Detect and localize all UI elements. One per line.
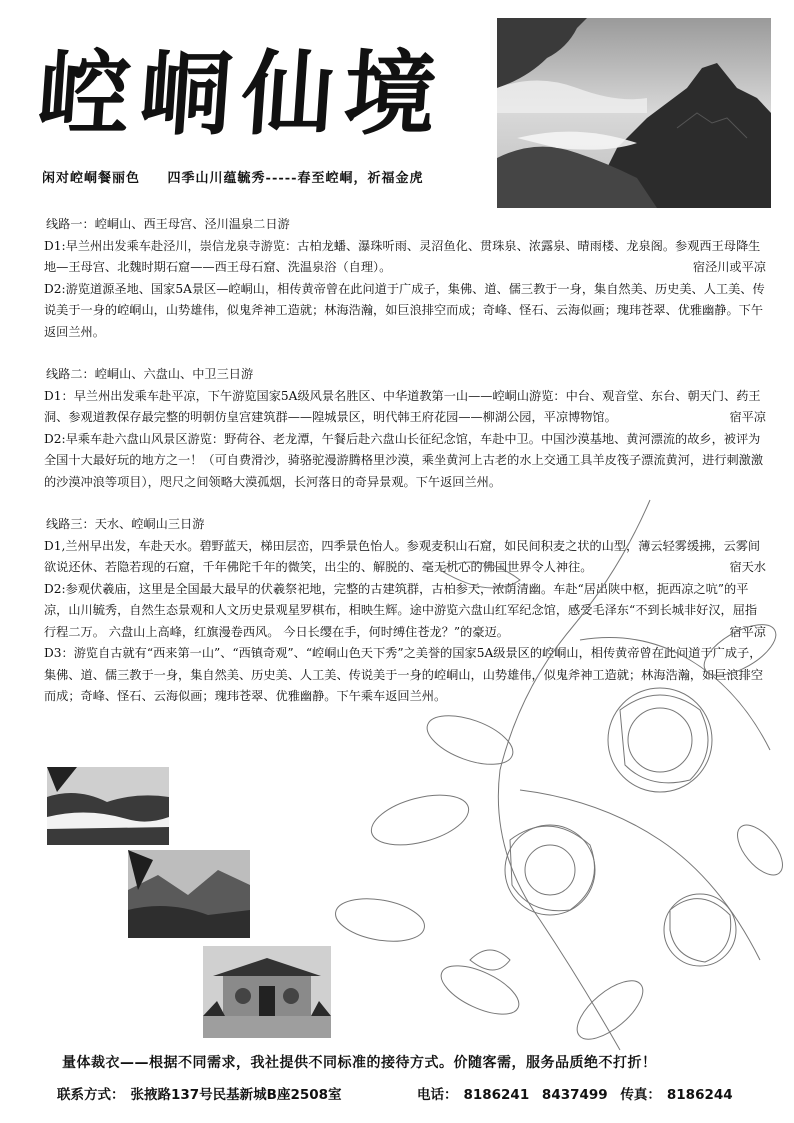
day-text: D2:游览道源圣地、国家5A景区—崆峒山，相传黄帝曾在此问道于广成子，集佛、道、儒三教于一身，集自然美、历史美、人工美、传说美于一身的崆峒山，山势雄伟，似鬼斧神工造就；林海浩瀚，如巨浪排空而成；奇峰、怪石、云海似画；瑰玮苍翠、优雅幽静。下午返回兰州。 (44, 281, 765, 339)
fax-label: 传真： (620, 1087, 661, 1103)
mountain-valley-photo (128, 850, 250, 938)
temple-gate-photo (203, 946, 331, 1038)
hero-mountain-photo (497, 18, 771, 208)
phone-number: 8186241 (463, 1087, 530, 1103)
day-text: D1:早兰州出发乘车赴泾川，崇信龙泉寺游览：古柏龙蟠、瀑珠听雨、灵沼鱼化、贯珠泉、浓露泉、晴雨楼、龙泉阁。参观西王母降生地—王母宫、北魏时期石窟——西王母石窟、洗温泉浴（自理）。 (44, 238, 761, 274)
phone-number: 8437499 (541, 1087, 608, 1103)
day-text: D2:早乘车赴六盘山风景区游览：野荷谷、老龙潭，午餐后赴六盘山长征纪念馆，车赴中卫。中国沙漠基地、黄河漂流的故乡，被评为全国十大最好玩的地方之一！（可自费滑沙，骑骆驼漫游腾格里沙漠，乘坐黄河上古老的水上交通工具羊皮筏子漂流黄河，进行刺激激的沙漠冲浪等项目），咫尺之间领略大漠孤烟，长河落日的奇异景观。下午返回兰州。 (44, 431, 764, 489)
overnight-location: 宿平凉 (729, 410, 766, 424)
page-title: 崆峒仙境 (34, 40, 450, 148)
contact-info (57, 1083, 739, 1103)
fax-number: 8186244 (666, 1087, 733, 1103)
route-heading: 线路三：天水、崆峒山三日游 (46, 517, 205, 531)
subtitle (42, 167, 446, 186)
day-text: D3：游览自古就有“西来第一山”、“西镇奇观”、“崆峒山色天下秀”之美誉的国家5A级景区的崆峒山，相传黄帝曾在此问道于广成子，集佛、道、儒三教于一身，集自然美、历史美、人工美、传说美于一身的崆峒山，山势雄伟，似鬼斧神工造就；林海浩瀚，如巨浪排空而成；奇峰、怪石、云海似画；瑰玮苍翠、优雅幽静。下午乘车返回兰州。 (44, 646, 764, 703)
cloud-sea-photo (47, 767, 169, 845)
route-1 (44, 214, 766, 343)
subtitle-left: 闲对崆峒餐丽色 (42, 171, 141, 186)
slogan: 量体裁衣——根据不同需求，我社提供不同标准的接待方式。价随客需，服务品质绝不打折！ (62, 1055, 657, 1071)
overnight-location: 宿平凉 (729, 624, 766, 639)
flower-illustration (320, 490, 794, 1080)
address: 张掖路137号民基新城B座2508室 (130, 1087, 342, 1103)
route-day (44, 386, 766, 429)
route-day (44, 279, 766, 344)
day-text: D1,兰州早出发，车赴天水。碧野蓝天，梯田层峦，四季景色怡人。参观麦积山石窟，如民间积麦之状的山型，薄云轻雾缓拂，云雾间欲说还休、若隐若现的石窟，千年佛陀千年的微笑，出尘的、解脱的、毫无机心的佛国世界令人神往。 (44, 538, 761, 574)
route-day (44, 429, 766, 494)
route-day (44, 236, 766, 279)
route-2 (44, 364, 766, 493)
contact-label: 联系方式： (57, 1087, 125, 1103)
day-text: D1：早兰州出发乘车赴平凉，下午游览国家5A级风景名胜区、中华道教第一山——崆峒山游览：中台、观音堂、东台、朝天门、药王洞、参观道教保存最完整的明朝仿皇宫建筑群——隍城景区，明代韩王府花园——柳湖公园，平凉博物馆。 (44, 388, 761, 424)
overnight-location: 宿天水 (729, 560, 766, 574)
route-heading: 线路二：崆峒山、六盘山、中卫三日游 (46, 367, 254, 381)
route-heading: 线路一：崆峒山、西王母宫、泾川温泉二日游 (46, 217, 290, 231)
subtitle-right: 四季山川蕴毓秀-----春至崆峒，祈福金虎 (167, 171, 424, 186)
overnight-location: 宿泾川或平凉 (692, 260, 766, 274)
phone-label: 电话： (416, 1087, 458, 1103)
day-text: D2:参观伏羲庙，这里是全国最大最早的伏羲祭祀地，完整的古建筑群，古柏参天，浓荫清幽。车赴“居出陕中枢，扼西凉之吭”的平凉，山川毓秀，自然生态景观和人文历史景观星罗棋布，相映生辉。途中游览六盘山红军纪念馆，感受毛泽东“不到长城非好汉，屈指行程二万。 六盘山上高峰，红旗漫卷西风。 今日长缨在手，何时缚住苍龙？”的豪迈。 (44, 581, 758, 639)
